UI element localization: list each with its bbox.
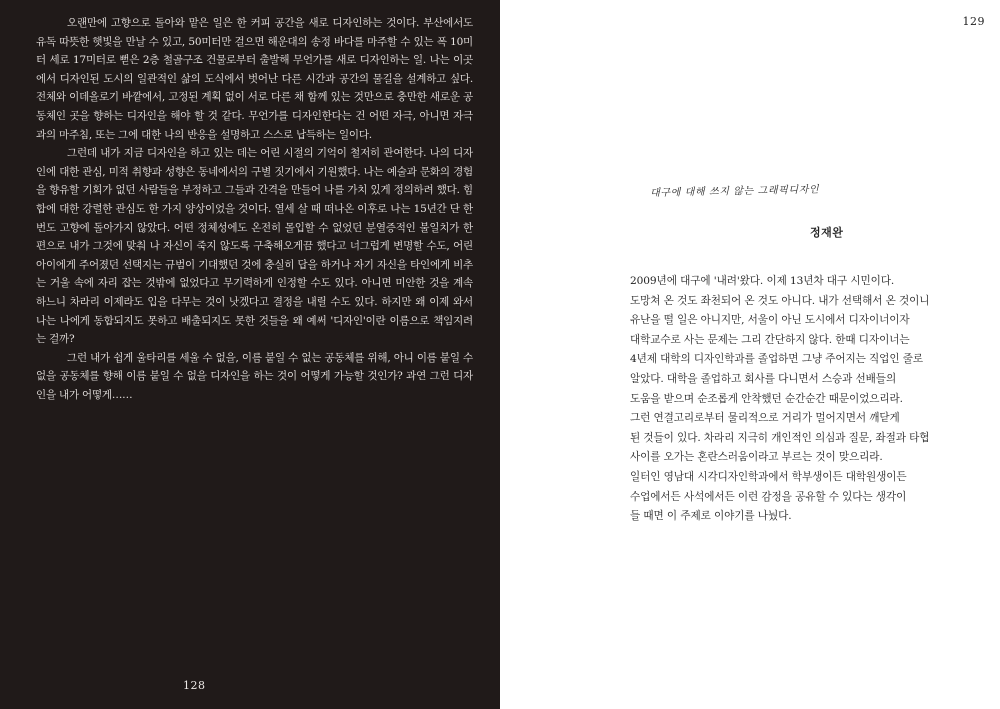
- body-line: 일터인 영남대 시각디자인학과에서 학부생이든 대학원생이든: [630, 470, 907, 483]
- body-line: 도망쳐 온 것도 좌천되어 온 것도 아니다. 내가 선택해서 온 것이니: [630, 294, 930, 307]
- handwritten-title: 대구에 대해 쓰지 않는 그래픽디자인: [650, 184, 820, 199]
- body-line: 2009년에 대구에 '내려'왔다. 이제 13년차 대구 시민이다.: [630, 275, 895, 287]
- body-line: 4년제 대학의 디자인학과를 졸업하면 그냥 주어지는 직업인 줄로: [630, 353, 923, 366]
- left-paragraph-1: 오랜만에 고향으로 돌아와 맡은 일은 한 커피 공간을 새로 디자인하는 것이다. 부산에서도 유독 따뜻한 햇빛을 만날 수 있고, 50미터만 걸으면 해운대의 송정 바다를 마주할 수 있는 폭 10미터 세로 17미터로 뻗은 2층 철골구조 건물로부터 출발해 무언가를 새로 디자인하는 일. 나는 이곳에서 디자인된 도시의 일관적인 삶의 도식에서 벗어난 다른 시간과 공간의 물길을 설계하고 싶다. 전체와 이데올로기 바깥에서, 고정된 계획 없이 서로 다른 채 함께 있는 것만으로 충만한 새로운 공동체인 곳을 향하는 디자인을 해야 할 것 같다. 무언가를 디자인한다는 건 어떤 자극, 아니면 자극과의 마주침, 또는 그에 대한 나의 반응을 설명하고 스스로 납득하는 일이다.: [36, 17, 473, 141]
- author-name: 정재완: [810, 226, 844, 239]
- body-line: 유난을 떨 일은 아니지만, 서울이 아닌 도시에서 디자이너이자: [630, 314, 910, 327]
- body-line: 그런 연결고리로부터 물리적으로 거리가 멀어지면서 깨닫게: [630, 412, 900, 425]
- body-line: 들 때면 이 주제로 이야기를 나눴다.: [630, 510, 792, 523]
- body-line: 알았다. 대학을 졸업하고 회사를 다니면서 스승과 선배들의: [630, 372, 897, 385]
- right-page: [500, 0, 1000, 709]
- right-page-body: [630, 272, 980, 527]
- body-line: 된 것들이 있다. 차라리 지극히 개인적인 의심과 질문, 좌절과 타협: [630, 431, 930, 444]
- right-page-number: 129: [962, 15, 985, 28]
- body-line: 대학교수로 사는 문제는 그리 간단하지 않다. 한때 디자이너는: [630, 333, 910, 346]
- body-line: 도움을 받으며 순조롭게 안착했던 순간순간 때문이었으리라.: [630, 392, 903, 405]
- left-paragraph-2: 그런데 내가 지금 디자인을 하고 있는 데는 어린 시절의 기억이 철저히 관여한다. 나의 디자인에 대한 관심, 미적 취향과 성향은 동네에서의 구별 짓기에서 기원했다. 나는 예술과 문화의 경험을 향유할 기회가 없던 사람들을 부정하고 그들과 간격을 만들어 나를 가치 있게 정의하려 했다. 힘합에 대한 강렬한 관심도 한 가지 양상이었을 것이다. 열세 살 때 떠나온 이후로 나는 15년간 단 한 번도 고향에 돌아가지 않았다. 어떤 정체성에도 온전히 몰입할 수 없었던 분열증적인 불일치가 한편으로 내가 그것에 맞춰 나 자신이 죽지 않도록 구축해오게끔 했다고 너그럽게 변명할 수도, 어린아이에게 주어졌던 선택지는 규범이 기대했던 것에 충실히 답을 하거나 자기 자신을 타인에게 비추는 거울 속에 자리 잡는 것밖에 없었다고 무기력하게 인정할 수도 있다. 아니면 미안한 것을 계속 하느니 차라리 이제라도 입을 다무는 것이 낫겠다고 결정을 내릴 수도 있다. 하지만 왜 이제 와서 나는 나에게 동합되지도 못하고 배출되지도 못한 것들을 왜 예써 '디자인'이란 이름으로 책임지려는 걸까?: [36, 147, 473, 346]
- body-line: 수업에서든 사석에서든 이런 감정을 공유할 수 있다는 생각이: [630, 490, 907, 503]
- left-page-number: 128: [183, 679, 206, 692]
- left-page-body: [36, 14, 473, 404]
- left-paragraph-3: 그런 내가 쉽게 울타리를 세울 수 없을, 이름 붙일 수 없는 공동체를 위해, 아니 이름 붙일 수 없을 공동체를 향해 이름 붙일 수 없을 디자인을 하는 것이 어떻게 가능할 것인가? 과연 그런 디자인을 내가 어떻게……: [36, 351, 473, 401]
- body-line: 사이를 오가는 혼란스러움이라고 부르는 것이 맞으리라.: [630, 451, 883, 464]
